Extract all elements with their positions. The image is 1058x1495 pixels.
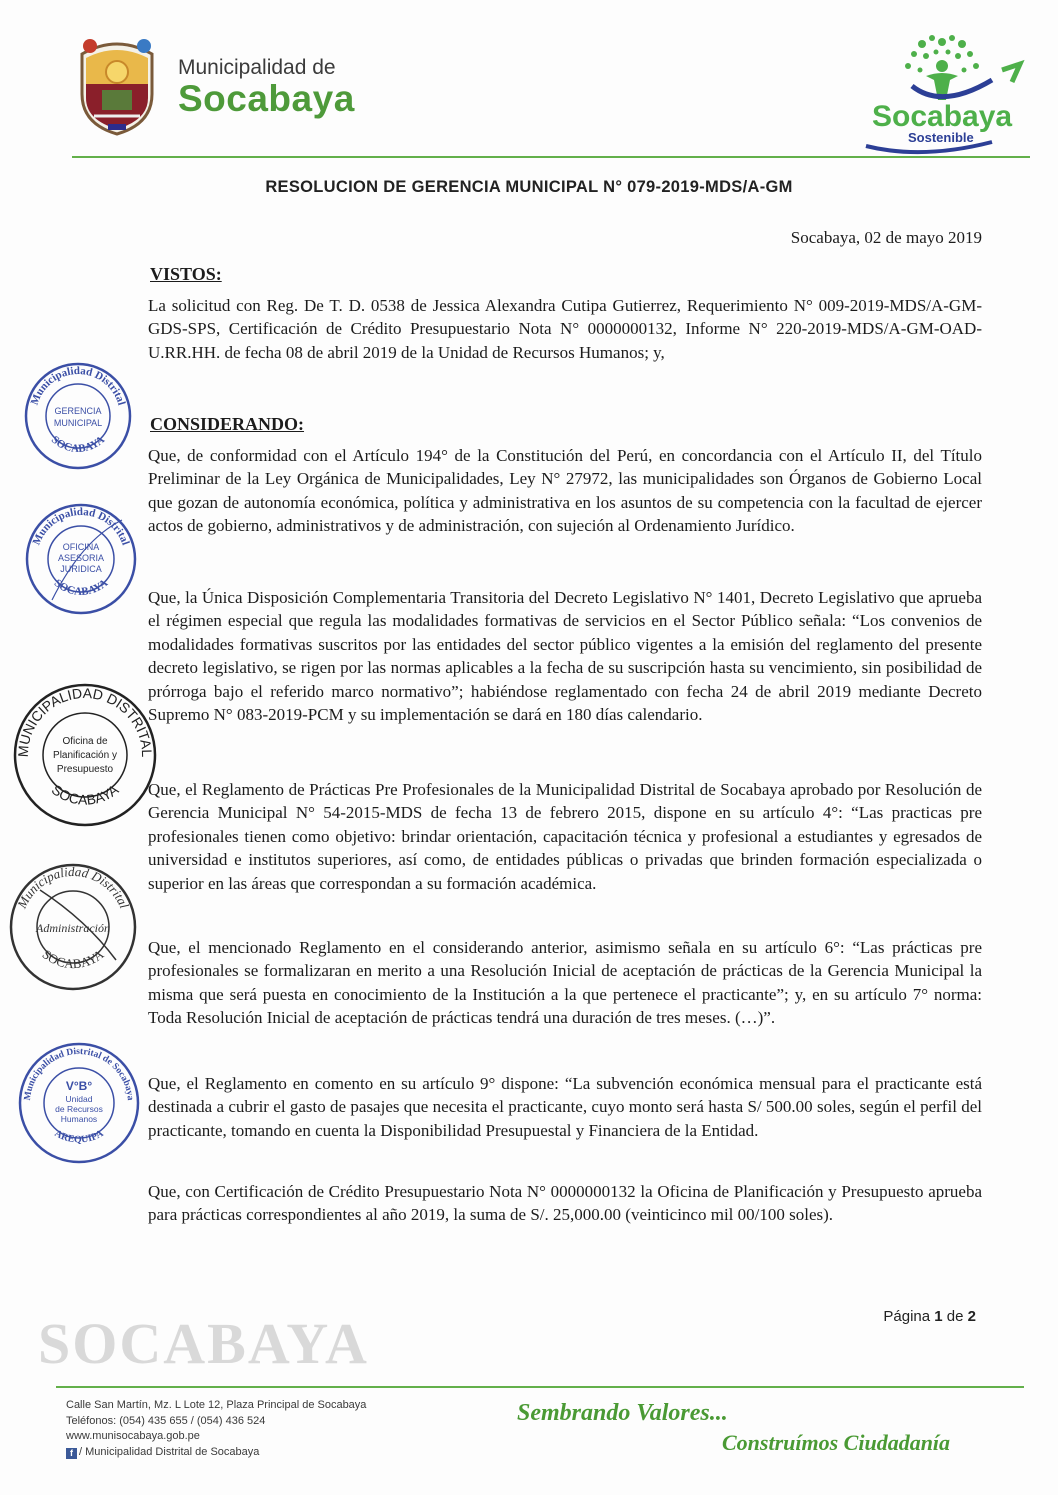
considerando-paragraph-4: Que, el mencionado Reglamento en el considerando anterior, asimismo señala en su artículo 6°: “Las prácticas pre profesionales se formalizaran en merito a una Resolución Inicial de aceptación de prácticas de la Gerencia Municipal la misma que será puesta en conocimiento de la Institución a la que pertenece el practicante”; y, en su artículo 7° norma: Toda Resolución Inicial de aceptación de prácticas tendrá una duración de tres meses. (…)”. xyxy=(148,938,982,1028)
stamp-inner-text: Administración xyxy=(36,921,110,935)
stamp-ring-text: Municipalidad Distrital xyxy=(30,505,132,547)
stamp-inner-text: GERENCIA xyxy=(54,406,102,416)
resolution-title: RESOLUCION DE GERENCIA MUNICIPAL N° 079-2019-MDS/A-GM xyxy=(265,178,793,196)
footer-address xyxy=(66,1398,366,1460)
stamp-inner-text: MUNICIPAL xyxy=(53,418,103,428)
stamp-bottom-text: SOCABAYA xyxy=(39,946,107,972)
municipality-name xyxy=(178,56,355,118)
svg-text:SOCABAYA xyxy=(40,946,107,971)
considerando-paragraph-2: Que, la Única Disposición Complementaria Transitoria del Decreto Legislativo N° 1401, Decreto Legislativo que aprueba el régimen especial que regula las modalidades formativas de servicios en el Sector Público señala: “Los convenios de modalidades formativas suscritos por las entidades del sector público vigentes a la emisión del reglamento del presente decreto legislativo, se rigen por las normas aplicables a la fecha de su suscripción hasta su vencimiento, sin posibilidad de prórroga bajo el referido marco normativo”; habiéndose reglamentado con fecha 24 de abril 2019 mediante Decreto Supremo N° 083-2019-PCM y su implementación se dará en 180 días calendario. xyxy=(148,588,982,725)
page-total: 2 xyxy=(967,1308,976,1325)
stamp-ring-text: Municipalidad Distrital xyxy=(14,863,132,911)
stamp-recursos-humanos xyxy=(16,1040,142,1166)
considerando-paragraph-1: Que, de conformidad con el Artículo 194° de la Constitución del Perú, en concordancia con el Artículo II, del Título Preliminar de la Ley Orgánica de Municipalidades, Ley N° 27972, las municipalidades son Órganos de Gobierno Local que gozan de autonomía económica, política y administrativa en los asuntos de su competencia con la facultad de ejercer actos de gobierno, administrativos y de administración, con sujeción al Ordenamiento Jurídico. xyxy=(148,446,982,536)
stamp-inner-text: OFICINA xyxy=(62,542,100,552)
page-label: Página xyxy=(883,1308,931,1325)
stamp-administracion xyxy=(6,860,140,994)
socabaya-watermark: SOCABAYA xyxy=(38,1311,369,1376)
stamp-ring-text: MUNICIPALIDAD DISTRITAL xyxy=(14,684,156,758)
stamp-inner-text: de Recursos xyxy=(55,1104,103,1114)
page-of: de xyxy=(946,1308,964,1325)
stamp-inner-text: Humanos xyxy=(60,1114,98,1124)
stamp-inner-text: Oficina de xyxy=(62,736,108,747)
website-link[interactable]: www.munisocabaya.gob.pe xyxy=(66,1430,200,1442)
municipality-name-line2: Socabaya xyxy=(178,78,355,119)
stamp-ring-text: Municipalidad Distrital de Socabaya xyxy=(22,1046,135,1101)
considerando-heading: CONSIDERANDO: xyxy=(150,414,305,434)
considerando-paragraph-3: Que, el Reglamento de Prácticas Pre Profesionales de la Municipalidad Distrital de Socabaya aprobado por Resolución de Gerencia Municipal N° 54-2015-MDS de fecha 13 de febrero 2015, dispone en su artículo 4°: “Las practicas pre profesionales tienen como objetivo: brindar orientación, capacitación técnica y profesional a estudiantes y egresados de universidad e institutos superiores, así como, de entidades públicas o privadas que brinden formación especializada o superior en las áreas que correspondan a su formación académica. xyxy=(148,780,982,893)
municipality-name-line1: Municipalidad de xyxy=(178,56,336,79)
socabaya-brand-text: Socabaya xyxy=(872,100,1013,133)
header-divider xyxy=(72,156,1030,158)
svg-text:AREQUIPA xyxy=(53,1128,107,1146)
stamp-inner-text: Presupuesto xyxy=(56,764,114,775)
svg-text:SOCABAYA xyxy=(52,577,110,598)
svg-text:SOCABAYA xyxy=(49,434,107,455)
stamp-inner-text: JURIDICA xyxy=(60,564,102,574)
phone-line: Teléfonos: (054) 435 655 / (054) 436 524 xyxy=(66,1414,266,1427)
address-line: Calle San Martín, Mz. L Lote 12, Plaza Principal de Socabaya xyxy=(66,1399,367,1411)
stamp-bottom-text: SOCABAYA xyxy=(48,433,108,456)
svg-text:SOCABAYA xyxy=(49,781,122,808)
stamp-ring-text: Municipalidad Distrital xyxy=(28,364,128,407)
stamp-gerencia-municipal xyxy=(22,360,134,472)
stamp-inner-text: V°B° xyxy=(65,1079,93,1093)
stamp-inner-text: Planificación y xyxy=(53,750,117,761)
page-number xyxy=(883,1308,976,1325)
footer-divider xyxy=(56,1386,1024,1388)
facebook-text: / Municipalidad Distrital de Socabaya xyxy=(79,1445,260,1458)
stamp-bottom-text: SOCABAYA xyxy=(51,577,111,598)
sostenible-tagline: Sostenible xyxy=(908,130,974,145)
page-current: 1 xyxy=(934,1308,943,1325)
stamp-asesoria-juridica xyxy=(22,500,140,618)
stamp-bottom-text: SOCABAYA xyxy=(48,781,122,808)
vistos-heading: VISTOS: xyxy=(150,264,222,284)
stamp-inner-text: ASESORIA xyxy=(57,553,105,563)
stamp-inner-text: Unidad xyxy=(65,1094,93,1104)
vistos-text: La solicitud con Reg. De T. D. 0538 de Jessica Alexandra Cutipa Gutierrez, Requerimiento N° 009-2019-MDS/A-GM-GDS-SPS, Certificación de Crédito Presupuestario Nota N° 0000000132, Informe N° 220-2019-MDS/A-GM-OAD-U.RR.HH. de fecha 08 de abril 2019 de la Unidad de Recursos Humanos; y, xyxy=(148,296,982,362)
svg-text:Municipalidad Distrital xyxy=(14,864,132,912)
facebook-icon: f xyxy=(66,1448,77,1459)
document-date: Socabaya, 02 de mayo 2019 xyxy=(790,228,982,247)
considerando-paragraph-6: Que, con Certificación de Crédito Presupuestario Nota N° 0000000132 la Oficina de Planificación y Presupuesto aprueba para prácticas correspondientes al año 2019, la suma de S/. 25,000.00 (veinticinco mil 00/100 soles). xyxy=(148,1182,982,1225)
socabaya-sostenible-logo xyxy=(862,30,1030,158)
slogan-construimos-ciudadania: Construímos Ciudadanía xyxy=(722,1430,951,1455)
slogan-sembrando-valores: Sembrando Valores... xyxy=(517,1400,728,1426)
considerando-paragraph-5: Que, el Reglamento en comento en su artículo 9° dispone: “La subvención económica mensual para el practicante está destinada a cubrir el gasto de pasajes que necesita el practicante, cuyo monto será hasta S/ 500.00 soles, según el perfil del practicante, tomando en cuenta la Disponibilidad Presupuestal y Financiera de la Entidad. xyxy=(148,1074,982,1140)
stamp-bottom-text: AREQUIPA xyxy=(52,1128,106,1146)
svg-text:Municipalidad Distrital xyxy=(29,365,128,407)
municipal-coat-of-arms-logo xyxy=(72,32,162,137)
stamp-planificacion-presupuesto xyxy=(10,680,160,830)
facebook-line[interactable] xyxy=(66,1445,366,1461)
